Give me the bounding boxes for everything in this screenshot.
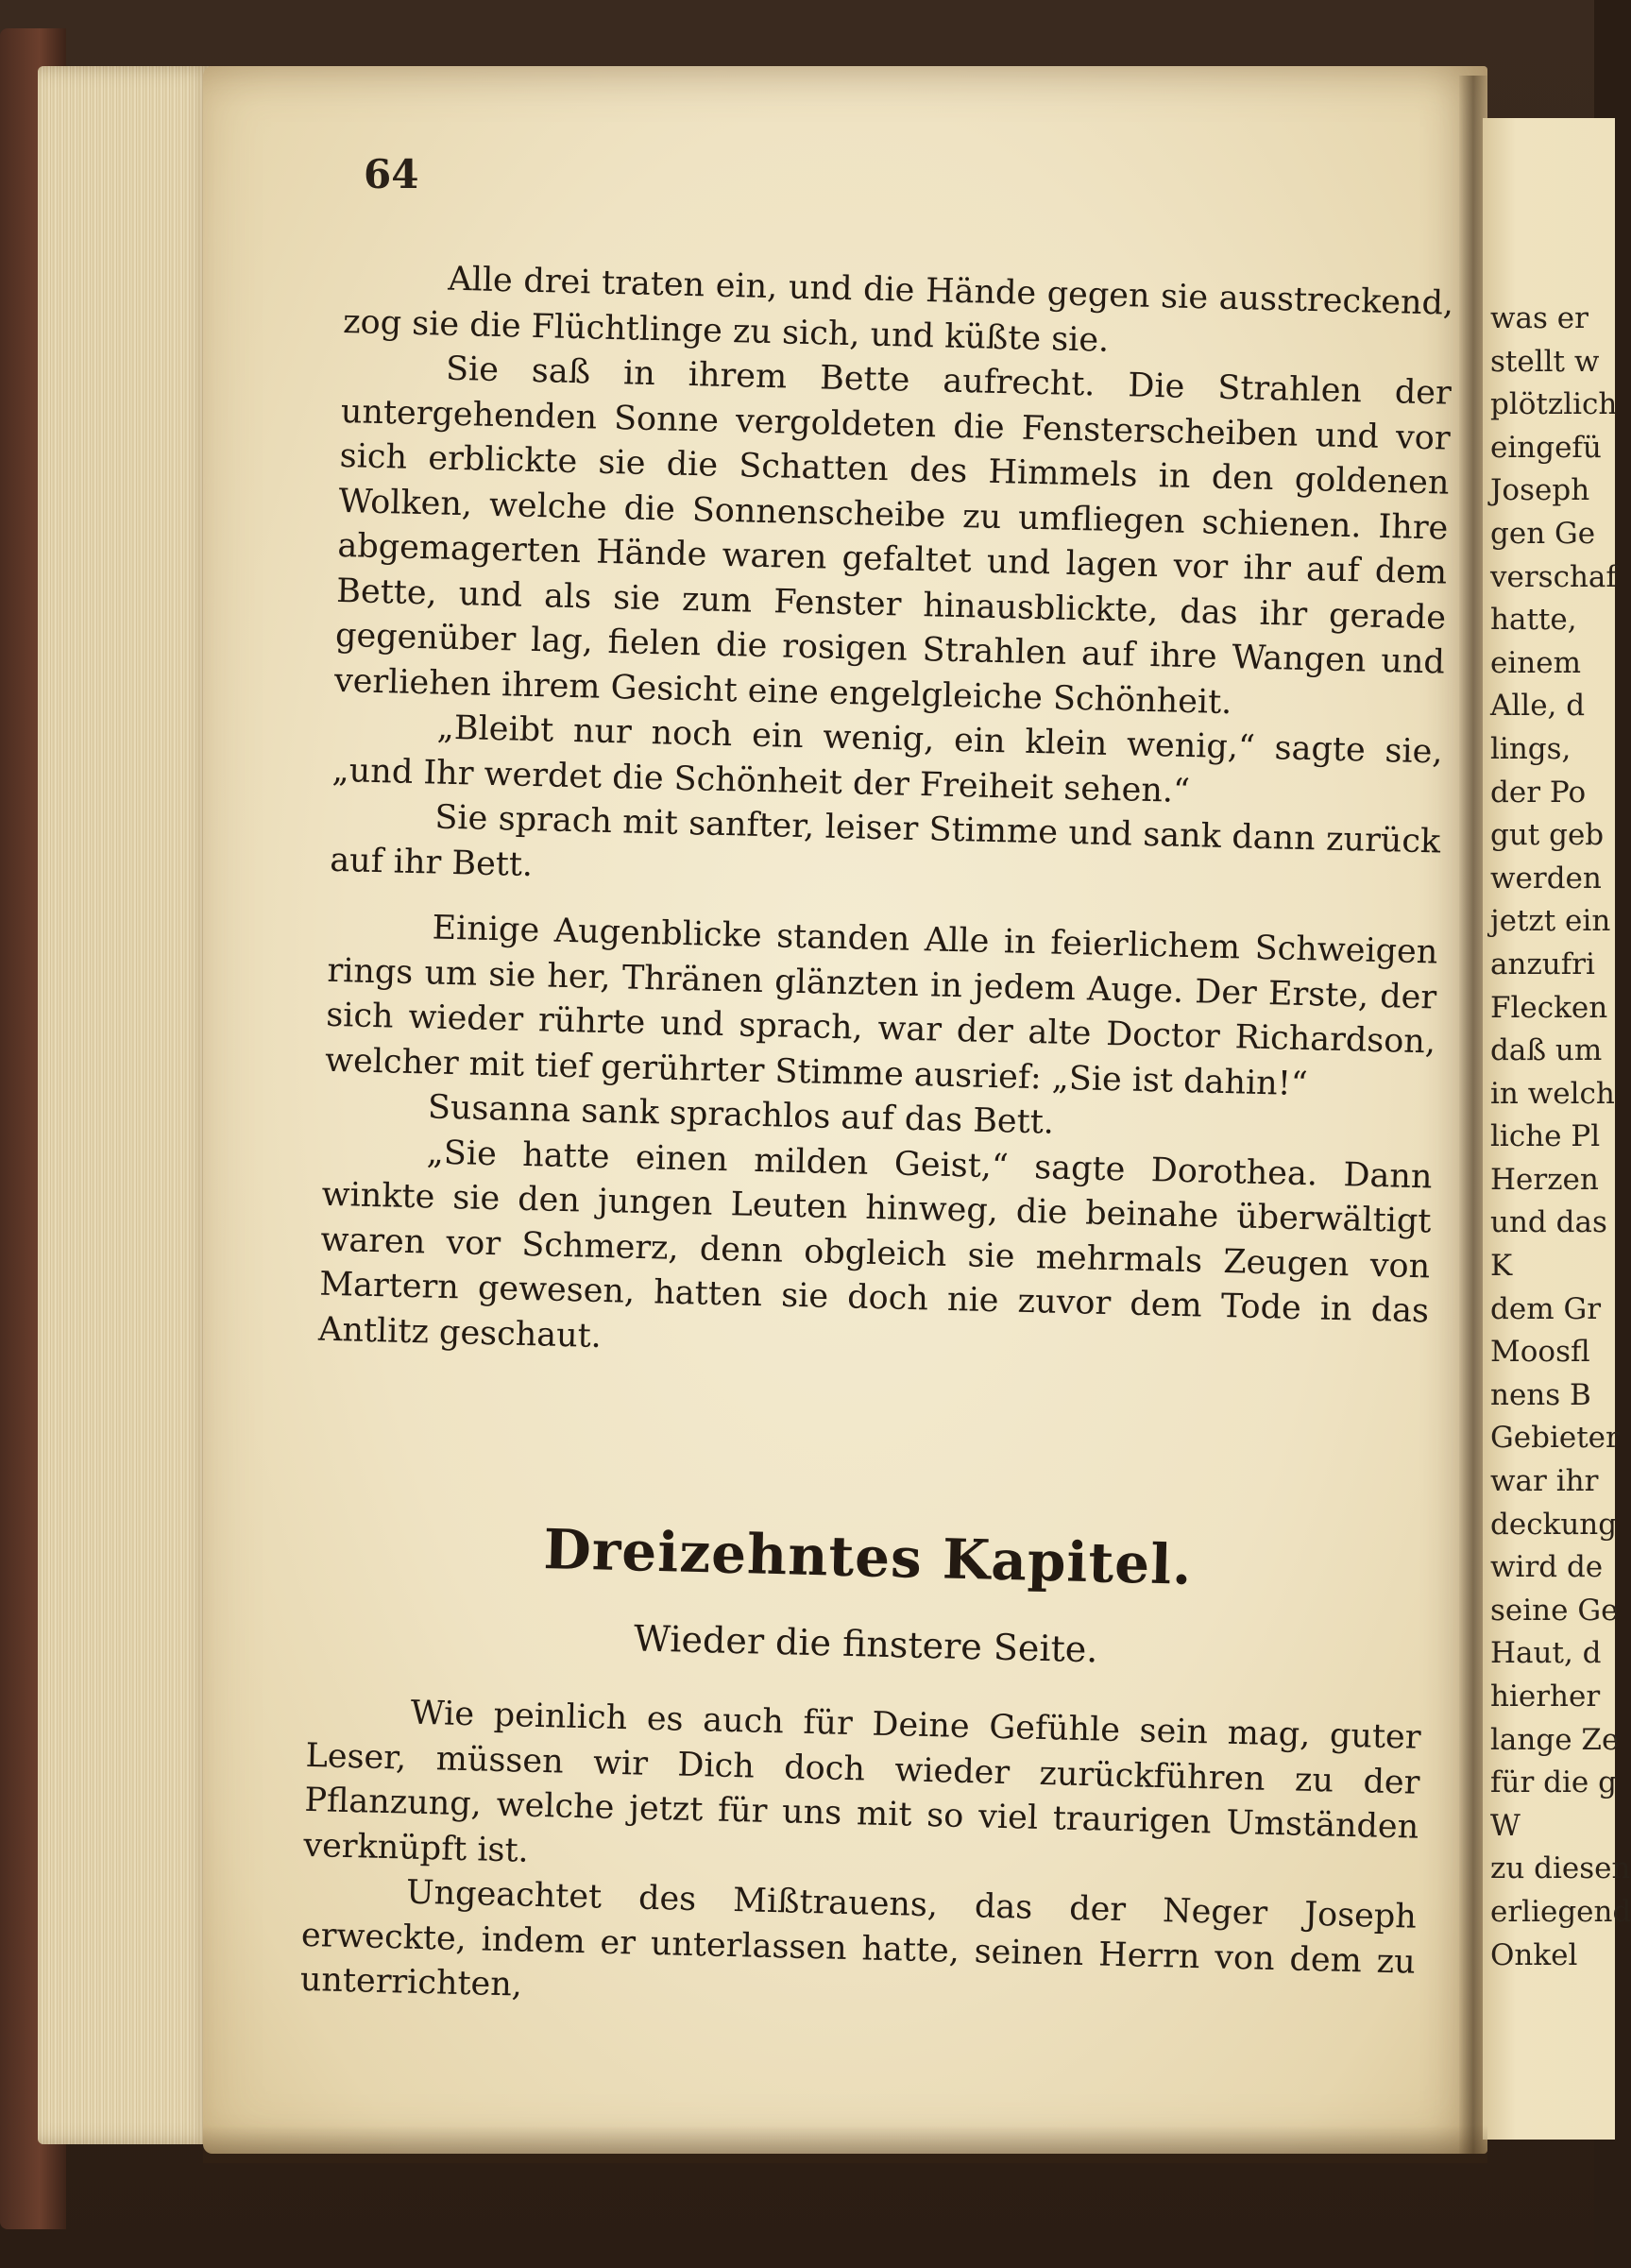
right-page-line: hierher <box>1490 1680 1601 1714</box>
right-page-line: Joseph <box>1490 473 1590 508</box>
right-page-line: Flecken <box>1490 990 1608 1025</box>
page-edges <box>38 66 217 2144</box>
right-page-line: seine Ge <box>1490 1593 1619 1628</box>
right-page-line: jetzt ein <box>1490 904 1611 939</box>
paragraph: Sie sprach mit sanfter, leiser Stimme und sank dann zurück auf ihr Bett. <box>329 798 1441 884</box>
right-page-line: lange Ze <box>1490 1722 1620 1757</box>
paragraph: Sie saß in ihrem Bette aufrecht. Die Strahlen der untergehenden Sonne vergoldeten die Fensterscheiben und vor sich erblickte sie die Schatten des Himmels in den goldenen Wolken, welche die Sonnenscheibe zu umfliegen schienen. Ihre abgemagerten Hände waren gefaltet und lagen vor ihr auf dem Bette, und als sie zum Fenster hinausblickte, das ihr gerade gegenüber lag, fielen die rosigen Strahlen auf ihre Wangen und verliehen ihrem Gesicht eine engelgleiche Schönheit. <box>333 350 1453 722</box>
right-page-line: werden <box>1490 861 1602 895</box>
page-bottom-shadow <box>203 2125 1487 2163</box>
chapter-body-text <box>299 1689 1421 2030</box>
page-number: 64 <box>364 151 419 197</box>
right-page-line: und das <box>1490 1205 1607 1240</box>
right-page-line: dem Gr <box>1490 1291 1602 1326</box>
right-page-line: deckung <box>1490 1507 1618 1542</box>
right-page-line: Haut, d <box>1490 1636 1602 1671</box>
body-text <box>318 255 1454 1379</box>
chapter-section <box>299 1511 1425 2030</box>
right-page-line: Alle, d <box>1490 689 1586 724</box>
right-page-line: gen Ge <box>1490 516 1596 551</box>
right-page-line: W <box>1490 1808 1521 1843</box>
right-page-line: liche Pl <box>1490 1119 1601 1154</box>
right-page-line: in welch <box>1490 1076 1615 1111</box>
right-page-line: K <box>1490 1249 1513 1284</box>
chapter-paragraph: Ungeachtet des Mißtrauens, das der Neger Joseph erweckte, indem er unterlassen hatte, seinen Herrn von dem zu unterrichten, <box>299 1873 1418 2004</box>
right-page-line: der Po <box>1490 775 1587 810</box>
right-page-line: Gebieter <box>1490 1421 1620 1456</box>
right-page-line: verschaf <box>1490 559 1617 594</box>
paragraph: „Sie hatte einen milden Geist,“ sagte Dorothea. Dann winkte sie den jungen Leuten hinweg, die beinahe überwältigt waren vor Schmerz, denn obgleich sie mehrmals Zeugen von Martern gewesen, hatten sie doch nie zuvor dem Tode in das Antlitz geschaut. <box>317 1133 1433 1356</box>
right-page-line: einem <box>1490 645 1581 680</box>
paragraph: Alle drei traten ein, und die Hände gegen sie ausstreckend, zog sie die Flüchtlinge zu sich, und küßte sie. <box>342 260 1454 360</box>
right-page-line: war ihr <box>1490 1464 1599 1499</box>
paragraph: Einige Augenblicke standen Alle in feierlichem Schweigen rings um sie her, Thränen glänzten in jedem Auge. Der Erste, der sich wieder rührte und sprach, war der alte Doctor Richardson, welcher mit tief gerührter Stimme ausrief: „Sie ist dahin!“ <box>324 909 1438 1103</box>
right-page-line: erliegend <box>1490 1894 1631 1929</box>
right-page-line: stellt w <box>1490 344 1600 379</box>
right-page-text <box>1490 298 1631 1977</box>
right-page-line: hatte, <box>1490 603 1577 638</box>
right-page-line: lings, <box>1490 731 1572 766</box>
chapter-subtitle: Wieder die finstere Seite. <box>633 1617 1098 1671</box>
right-page-line: gut geb <box>1490 818 1605 853</box>
paragraph: Susanna sank sprachlos auf das Bett. <box>427 1088 1055 1142</box>
right-page-fragment <box>1483 118 1631 2140</box>
right-page-line: für die g <box>1490 1765 1617 1800</box>
right-page-line: Herzen <box>1490 1162 1599 1197</box>
paragraph: „Bleibt nur noch ein wenig, ein klein wenig,“ sagte sie, „und Ihr werdet die Schönheit der Freiheit sehen.“ <box>331 708 1443 810</box>
right-page-line: anzufri <box>1490 946 1595 981</box>
right-page-line: Moosfl <box>1490 1335 1590 1370</box>
right-page-line: Onkel <box>1490 1937 1578 1972</box>
chapter-title: Dreizehntes Kapitel. <box>542 1517 1194 1597</box>
chapter-paragraph: Wie peinlich es auch für Deine Gefühle sein mag, guter Leser, müssen wir Dich doch wieder zurückführen zu der Pflanzung, welche jetzt für uns mit so viel traurigen Umständen verknüpft ist. <box>302 1694 1421 1870</box>
right-page-line: eingefü <box>1490 430 1602 465</box>
right-page-line: zu diesen <box>1490 1851 1631 1886</box>
right-page-line: nens B <box>1490 1377 1591 1412</box>
right-page-line: daß um <box>1490 1033 1603 1068</box>
right-page-line: was er <box>1490 301 1589 335</box>
right-page-line: plötzlich <box>1490 387 1618 422</box>
right-page-line: wird de <box>1490 1550 1604 1585</box>
